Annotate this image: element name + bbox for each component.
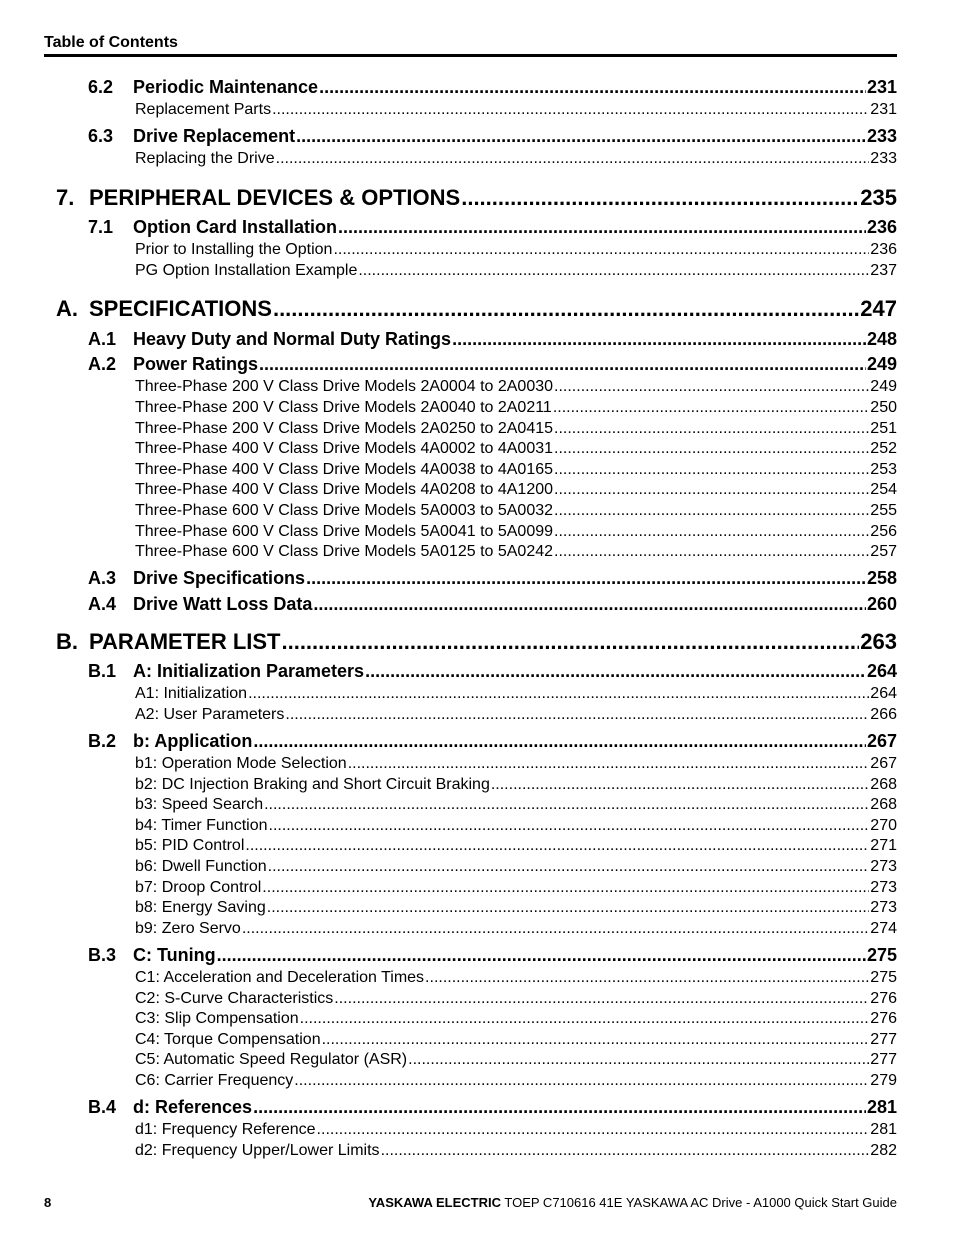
toc-entry-level-3[interactable] xyxy=(135,1051,897,1069)
toc-entry-title: b5: PID Control xyxy=(135,837,245,854)
toc-entry-page: 270 xyxy=(870,817,897,834)
toc-entry-title: Replacement Parts xyxy=(135,101,272,118)
dot-leader xyxy=(245,837,869,855)
toc-entry-page: 276 xyxy=(870,1010,897,1027)
toc-entry-title: d: References xyxy=(133,1097,253,1117)
toc-entry-number: A.1 xyxy=(88,329,117,349)
footer-page-number: 8 xyxy=(44,1195,52,1210)
toc-entry-level-3[interactable] xyxy=(135,899,897,917)
toc-entry-page: 267 xyxy=(870,755,897,772)
toc-entry-level-3[interactable] xyxy=(135,837,897,855)
toc-entry-level-3[interactable] xyxy=(135,1142,897,1160)
toc-entry-level-3[interactable] xyxy=(135,1072,897,1090)
footer-doc-info xyxy=(368,1195,897,1210)
toc-entry-title: Three-Phase 400 V Class Drive Models 4A0038 to 4A0165 xyxy=(135,461,554,478)
dot-leader xyxy=(272,101,869,119)
toc-entry-title: C3: Slip Compensation xyxy=(135,1010,299,1027)
toc-entry-level-3[interactable] xyxy=(135,796,897,814)
toc-entry-page: 236 xyxy=(866,217,897,237)
toc-entry-title: Heavy Duty and Normal Duty Ratings xyxy=(133,329,452,349)
toc-entry-number: 7. xyxy=(56,185,75,210)
toc-entry-title: Three-Phase 200 V Class Drive Models 2A0004 to 2A0030 xyxy=(135,378,554,395)
dot-leader xyxy=(242,920,869,938)
dot-leader xyxy=(306,568,866,589)
toc-entry-title: Three-Phase 200 V Class Drive Models 2A0040 to 2A0211 xyxy=(135,399,552,416)
toc-entry-level-2[interactable] xyxy=(88,731,897,752)
toc-entry-level-3[interactable] xyxy=(135,817,897,835)
toc-entry-level-3[interactable] xyxy=(135,461,897,479)
dot-leader xyxy=(334,990,869,1008)
dot-leader xyxy=(491,776,869,794)
dot-leader xyxy=(319,77,866,98)
toc-entry-level-3[interactable] xyxy=(135,990,897,1008)
toc-entry-level-2[interactable] xyxy=(88,329,897,350)
header-rule xyxy=(44,54,897,57)
toc-entry-page: 260 xyxy=(866,594,897,614)
dot-leader xyxy=(425,969,869,987)
toc-entry-level-3[interactable] xyxy=(135,502,897,520)
dot-leader xyxy=(217,945,866,966)
toc-entry-page: 279 xyxy=(870,1072,897,1089)
toc-entry-title: C: Tuning xyxy=(133,945,216,965)
toc-entry-page: 282 xyxy=(870,1142,897,1159)
toc-entry-page: 235 xyxy=(860,185,897,210)
toc-entry-page: 274 xyxy=(870,920,897,937)
toc-entry-level-3[interactable] xyxy=(135,399,897,417)
toc-entry-title: A1: Initialization xyxy=(135,685,248,702)
footer-doc-title: TOEP C710616 41E YASKAWA AC Drive - A1000 Quick Start Guide xyxy=(504,1195,897,1210)
toc-entry-level-3[interactable] xyxy=(135,150,897,168)
toc-entry-number: A.4 xyxy=(88,594,117,614)
dot-leader xyxy=(248,685,869,703)
toc-entry-page: 253 xyxy=(870,461,897,478)
toc-entry-page: 247 xyxy=(860,296,897,321)
toc-entry-page: 273 xyxy=(870,858,897,875)
dot-leader xyxy=(317,1121,870,1139)
toc-entry-level-3[interactable] xyxy=(135,685,897,703)
dot-leader xyxy=(554,543,869,561)
toc-entry-level-1[interactable] xyxy=(56,185,897,211)
toc-entry-level-2[interactable] xyxy=(88,126,897,147)
toc-entry-level-2[interactable] xyxy=(88,661,897,682)
toc-entry-title: b4: Timer Function xyxy=(135,817,268,834)
toc-entry-page: 256 xyxy=(870,523,897,540)
toc-entry-level-3[interactable] xyxy=(135,523,897,541)
toc-entry-title: C5: Automatic Speed Regulator (ASR) xyxy=(135,1051,408,1068)
dot-leader xyxy=(262,879,869,897)
toc-entry-title: b2: DC Injection Braking and Short Circuit Braking xyxy=(135,776,490,793)
toc-entry-title: PERIPHERAL DEVICES & OPTIONS xyxy=(89,185,461,210)
toc-entry-title: C2: S-Curve Characteristics xyxy=(135,990,334,1007)
toc-entry-number: 7.1 xyxy=(88,217,114,237)
dot-leader xyxy=(554,378,869,396)
toc-entry-title: b9: Zero Servo xyxy=(135,920,241,937)
footer-brand: YASKAWA ELECTRIC xyxy=(368,1195,501,1210)
toc-entry-title: b1: Operation Mode Selection xyxy=(135,755,347,772)
toc-entry-page: 231 xyxy=(866,77,897,97)
toc-entry-page: 273 xyxy=(870,899,897,916)
dot-leader xyxy=(296,126,866,147)
toc-entry-level-3[interactable] xyxy=(135,1031,897,1049)
toc-entry-title: Drive Replacement xyxy=(133,126,296,146)
toc-entry-title: Replacing the Drive xyxy=(135,150,275,167)
dot-leader xyxy=(313,594,866,615)
dot-leader xyxy=(358,262,869,280)
dot-leader xyxy=(300,1010,870,1028)
toc-entry-level-2[interactable] xyxy=(88,1097,897,1118)
toc-entry-number: B.2 xyxy=(88,731,117,751)
toc-entry-level-3[interactable] xyxy=(135,776,897,794)
toc-entry-title: b6: Dwell Function xyxy=(135,858,267,875)
toc-entry-title: Three-Phase 200 V Class Drive Models 2A0250 to 2A0415 xyxy=(135,420,554,437)
toc-entry-page: 264 xyxy=(866,661,897,681)
toc-entry-title: d2: Frequency Upper/Lower Limits xyxy=(135,1142,380,1159)
toc-entry-number: B.3 xyxy=(88,945,117,965)
toc-entry-page: 276 xyxy=(870,990,897,1007)
toc-entry-page: 233 xyxy=(870,150,897,167)
toc-entry-title: A2: User Parameters xyxy=(135,706,285,723)
dot-leader xyxy=(269,817,870,835)
toc-entry-level-3[interactable] xyxy=(135,755,897,773)
dot-leader xyxy=(264,796,869,814)
toc-entry-title: C4: Torque Compensation xyxy=(135,1031,321,1048)
toc-entry-level-1[interactable] xyxy=(56,629,897,655)
dot-leader xyxy=(294,1072,869,1090)
toc-entry-level-3[interactable] xyxy=(135,1121,897,1139)
toc-entry-page: 254 xyxy=(870,481,897,498)
toc-entry-level-2[interactable] xyxy=(88,217,897,238)
toc-entry-number: B.1 xyxy=(88,661,117,681)
toc-entry-title: b8: Energy Saving xyxy=(135,899,266,916)
toc-entry-title: Three-Phase 600 V Class Drive Models 5A0125 to 5A0242 xyxy=(135,543,554,560)
dot-leader xyxy=(408,1051,869,1069)
toc-entry-title: Prior to Installing the Option xyxy=(135,241,333,258)
toc-entry-title: PARAMETER LIST xyxy=(89,629,281,654)
toc-entry-page: 236 xyxy=(870,241,897,258)
toc-entry-number: A.2 xyxy=(88,354,117,374)
toc-entry-page: 277 xyxy=(870,1051,897,1068)
toc-entry-level-3[interactable] xyxy=(135,1010,897,1028)
toc-entry-page: 251 xyxy=(870,420,897,437)
toc-entry-level-3[interactable] xyxy=(135,706,897,724)
toc-entry-page: 275 xyxy=(866,945,897,965)
toc-entry-level-3[interactable] xyxy=(135,920,897,938)
toc-entry-page: 277 xyxy=(870,1031,897,1048)
toc-entry-page: 248 xyxy=(866,329,897,349)
toc-entry-level-3[interactable] xyxy=(135,969,897,987)
toc-entry-page: 258 xyxy=(866,568,897,588)
page-header-title: Table of Contents xyxy=(44,34,178,51)
dot-leader xyxy=(338,217,866,238)
dot-leader xyxy=(554,440,869,458)
toc-entry-level-2[interactable] xyxy=(88,354,897,375)
dot-leader xyxy=(452,329,866,350)
toc-entry-number: A.3 xyxy=(88,568,117,588)
dot-leader xyxy=(276,150,870,168)
toc-entry-title: PG Option Installation Example xyxy=(135,262,358,279)
toc-entry-page: 268 xyxy=(870,776,897,793)
dot-leader xyxy=(461,185,859,211)
toc-entry-page: 255 xyxy=(870,502,897,519)
dot-leader xyxy=(273,296,859,322)
toc-entry-page: 264 xyxy=(870,685,897,702)
toc-entry-level-3[interactable] xyxy=(135,481,897,499)
dot-leader xyxy=(553,399,869,417)
toc-entry-level-1[interactable] xyxy=(56,296,897,322)
toc-entry-level-3[interactable] xyxy=(135,420,897,438)
toc-entry-number: B. xyxy=(56,629,78,654)
toc-entry-title: b7: Droop Control xyxy=(135,879,262,896)
toc-entry-page: 233 xyxy=(866,126,897,146)
toc-entry-title: C6: Carrier Frequency xyxy=(135,1072,294,1089)
toc-entry-level-3[interactable] xyxy=(135,101,897,119)
dot-leader xyxy=(554,502,869,520)
toc-entry-title: C1: Acceleration and Deceleration Times xyxy=(135,969,425,986)
toc-entry-title: Drive Specifications xyxy=(133,568,306,588)
toc-entry-number: 6.3 xyxy=(88,126,114,146)
toc-entry-page: 237 xyxy=(870,262,897,279)
toc-entry-title: Three-Phase 600 V Class Drive Models 5A0041 to 5A0099 xyxy=(135,523,554,540)
toc-entry-level-3[interactable] xyxy=(135,378,897,396)
dot-leader xyxy=(333,241,869,259)
toc-entry-number: A. xyxy=(56,296,78,321)
toc-entry-level-3[interactable] xyxy=(135,858,897,876)
toc-entry-page: 263 xyxy=(860,629,897,654)
toc-entry-page: 257 xyxy=(870,543,897,560)
toc-entry-page: 268 xyxy=(870,796,897,813)
toc-entry-page: 271 xyxy=(870,837,897,854)
toc-entry-level-2[interactable] xyxy=(88,568,897,589)
toc-entry-title: d1: Frequency Reference xyxy=(135,1121,316,1138)
toc-entry-title: Three-Phase 400 V Class Drive Models 4A0208 to 4A1200 xyxy=(135,481,554,498)
toc-entry-level-3[interactable] xyxy=(135,262,897,280)
toc-entry-title: Periodic Maintenance xyxy=(133,77,319,97)
toc-entry-level-2[interactable] xyxy=(88,594,897,615)
toc-entry-page: 273 xyxy=(870,879,897,896)
toc-entry-title: SPECIFICATIONS xyxy=(89,296,272,321)
toc-entry-page: 275 xyxy=(870,969,897,986)
toc-entry-title: Option Card Installation xyxy=(133,217,338,237)
toc-entry-title: Drive Watt Loss Data xyxy=(133,594,313,614)
toc-entry-title: A: Initialization Parameters xyxy=(133,661,365,681)
toc-entry-title: Three-Phase 400 V Class Drive Models 4A0002 to 4A0031 xyxy=(135,440,554,457)
toc-entry-page: 250 xyxy=(870,399,897,416)
dot-leader xyxy=(348,755,870,773)
toc-entry-level-2[interactable] xyxy=(88,945,897,966)
toc-entry-page: 249 xyxy=(866,354,897,374)
toc-entry-level-3[interactable] xyxy=(135,241,897,259)
toc-entry-number: B.4 xyxy=(88,1097,117,1117)
toc-entry-page: 249 xyxy=(870,378,897,395)
dot-leader xyxy=(253,1097,866,1118)
toc-entry-number: 6.2 xyxy=(88,77,114,97)
dot-leader xyxy=(259,354,866,375)
dot-leader xyxy=(267,899,870,917)
toc-entry-title: Power Ratings xyxy=(133,354,259,374)
toc-entry-title: b: Application xyxy=(133,731,253,751)
toc-entry-page: 281 xyxy=(870,1121,897,1138)
toc-entry-page: 252 xyxy=(870,440,897,457)
toc-entry-level-3[interactable] xyxy=(135,543,897,561)
dot-leader xyxy=(365,661,866,682)
toc-entry-level-2[interactable] xyxy=(88,77,897,98)
dot-leader xyxy=(554,420,869,438)
toc-entry-title: Three-Phase 600 V Class Drive Models 5A0003 to 5A0032 xyxy=(135,502,554,519)
dot-leader xyxy=(381,1142,870,1160)
dot-leader xyxy=(285,706,869,724)
toc-entry-page: 281 xyxy=(866,1097,897,1117)
dot-leader xyxy=(554,461,869,479)
toc-entry-page: 266 xyxy=(870,706,897,723)
toc-entry-level-3[interactable] xyxy=(135,440,897,458)
dot-leader xyxy=(268,858,870,876)
dot-leader xyxy=(322,1031,870,1049)
dot-leader xyxy=(554,523,869,541)
dot-leader xyxy=(554,481,869,499)
toc-entry-page: 267 xyxy=(866,731,897,751)
dot-leader xyxy=(281,629,859,655)
toc-entry-page: 231 xyxy=(870,101,897,118)
toc-entry-level-3[interactable] xyxy=(135,879,897,897)
toc-entry-title: b3: Speed Search xyxy=(135,796,264,813)
dot-leader xyxy=(253,731,866,752)
